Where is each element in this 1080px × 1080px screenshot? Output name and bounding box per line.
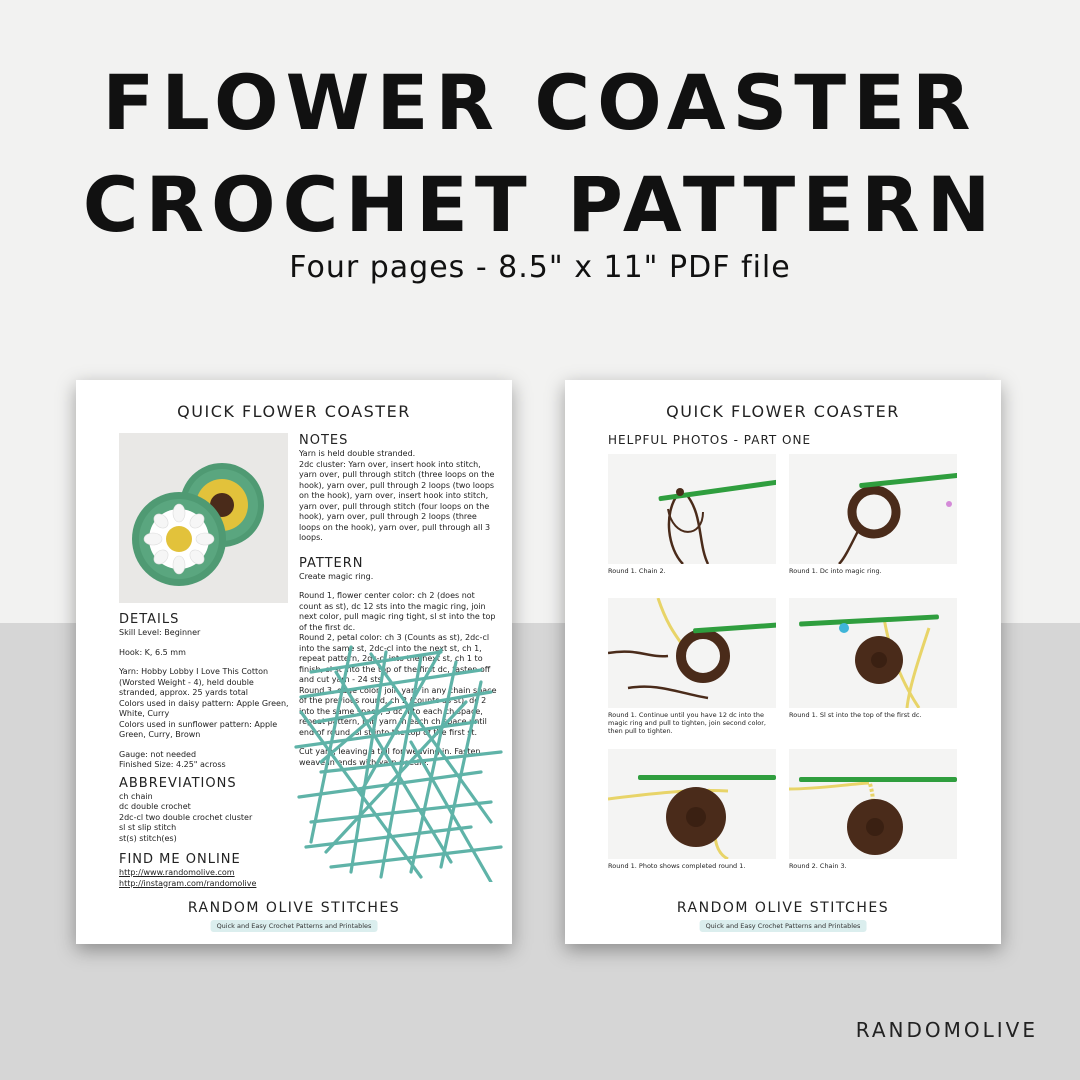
step-caption-5: Round 1. Photo shows completed round 1. <box>608 862 746 870</box>
footer-tagline: Quick and Easy Crochet Patterns and Printables <box>700 920 867 932</box>
step-photo-1 <box>608 454 776 564</box>
find-me-heading: FIND ME ONLINE <box>119 852 241 867</box>
website-link[interactable]: http://www.randomolive.com <box>119 868 235 877</box>
pattern-page-left <box>76 380 512 944</box>
step-photo-3 <box>608 598 776 708</box>
details-yarn: Yarn: Hobby Lobby I Love This Cotton (Worsted Weight - 4), held double stranded, approx. 25 yards total <box>119 667 269 697</box>
details-colors-daisy: Colors used in daisy pattern: Apple Green, White, Curry <box>119 698 289 718</box>
abbreviation-item: sl st slip stitch <box>119 823 177 832</box>
details-skill: Skill Level: Beginner <box>119 628 201 637</box>
details-gauge: Gauge: not needed <box>119 749 197 759</box>
abbreviation-item: 2dc-cl two double crochet cluster <box>119 812 253 822</box>
abbreviations-heading: ABBREVIATIONS <box>119 775 237 791</box>
pattern-round-2: Round 2, petal color: ch 3 (Counts as st), 2dc-cl into the same st, 2dc-cl into the next st, ch 1, repeat pattern, 2dc-cl into the next st, ch 1 to finish, sl st into the top of the first dc, fasten off and cut yarn - 24 sts <box>299 633 491 684</box>
abbreviation-item: dc double crochet <box>119 802 191 811</box>
step-photo-6 <box>789 749 957 859</box>
pattern-round-1: Round 1, flower center color: ch 2 (does not count as st), dc 12 sts into the magic ring, join next color, pull magic ring tight, sl st into the top of the first dc. <box>299 591 496 632</box>
details-heading: DETAILS <box>119 612 180 627</box>
footer-brand: RANDOM OLIVE STITCHES <box>187 900 401 916</box>
step-caption-1: Round 1. Chain 2. <box>608 567 666 575</box>
scribble-overlay <box>291 642 506 882</box>
pattern-finish: Cut yarn, leaving a tail for weaving in. Fasten, weave in ends with yarn needle. <box>299 747 483 767</box>
abbreviation-item: st(s) stitch(es) <box>119 833 177 843</box>
step-caption-3: Round 1. Continue until you have 12 dc into the magic ring and pull to tighten, join second color, then pull to tighten. <box>608 711 766 735</box>
step-caption-2: Round 1. Dc into magic ring. <box>789 567 882 575</box>
main-title-line1: FLOWER COASTER <box>102 58 978 147</box>
coaster-photo <box>119 433 288 603</box>
brand-logo: RANDOMOLIVE <box>855 1018 1038 1042</box>
notes-heading: NOTES <box>299 433 349 448</box>
details-hook: Hook: K, 6.5 mm <box>119 647 186 657</box>
step-photo-5 <box>608 749 776 859</box>
footer-brand: RANDOM OLIVE STITCHES <box>676 900 890 916</box>
footer-tagline: Quick and Easy Crochet Patterns and Printables <box>211 920 378 932</box>
main-title-line2: CROCHET PATTERN <box>82 160 998 249</box>
step-photo-4 <box>789 598 957 708</box>
step-photo-2 <box>789 454 957 564</box>
details-finished-size: Finished Size: 4.25" across <box>119 760 226 769</box>
left-column <box>119 612 294 889</box>
instagram-link[interactable]: http://instagram.com/randomolive <box>119 878 257 888</box>
details-colors-sunflower: Colors used in sunflower pattern: Apple Green, Curry, Brown <box>119 719 278 739</box>
abbreviation-item: ch chain <box>119 791 153 801</box>
step-caption-4: Round 1. Sl st into the top of the first dc. <box>789 711 922 719</box>
pattern-round-3: Round 3, edge color: join yarn in any chain space of the previous round, ch 2 (counts as st), dc 2 into the same space, 3 dc into each ch space, repeat pattern, join yarn in each ch space until end of round, sl st into the top of the first st. <box>299 685 497 737</box>
pattern-intro: Create magic ring. <box>299 571 374 581</box>
photos-heading: HELPFUL PHOTOS - PART ONE <box>608 433 812 447</box>
page-title: QUICK FLOWER COASTER <box>666 402 900 421</box>
notes-text: Yarn is held double stranded. 2dc cluster: Yarn over, insert hook into stitch, yarn over, pull through stitch (three loops on the hook), yarn over, pull through 2 loops (two loops on the hook), yarn over, insert hook into stitch, yarn over, pull through stitch (four loops on the hook), yarn over, pull through 2 loops (three loops on the hook), yarn over, pull through all 3 loops. <box>299 449 495 542</box>
page-title: QUICK FLOWER COASTER <box>177 402 411 421</box>
subtitle: Four pages - 8.5" x 11" PDF file <box>289 250 791 285</box>
step-caption-6: Round 2. Chain 3. <box>789 862 847 870</box>
pattern-page-right <box>565 380 1001 944</box>
pattern-heading: PATTERN <box>299 555 364 571</box>
